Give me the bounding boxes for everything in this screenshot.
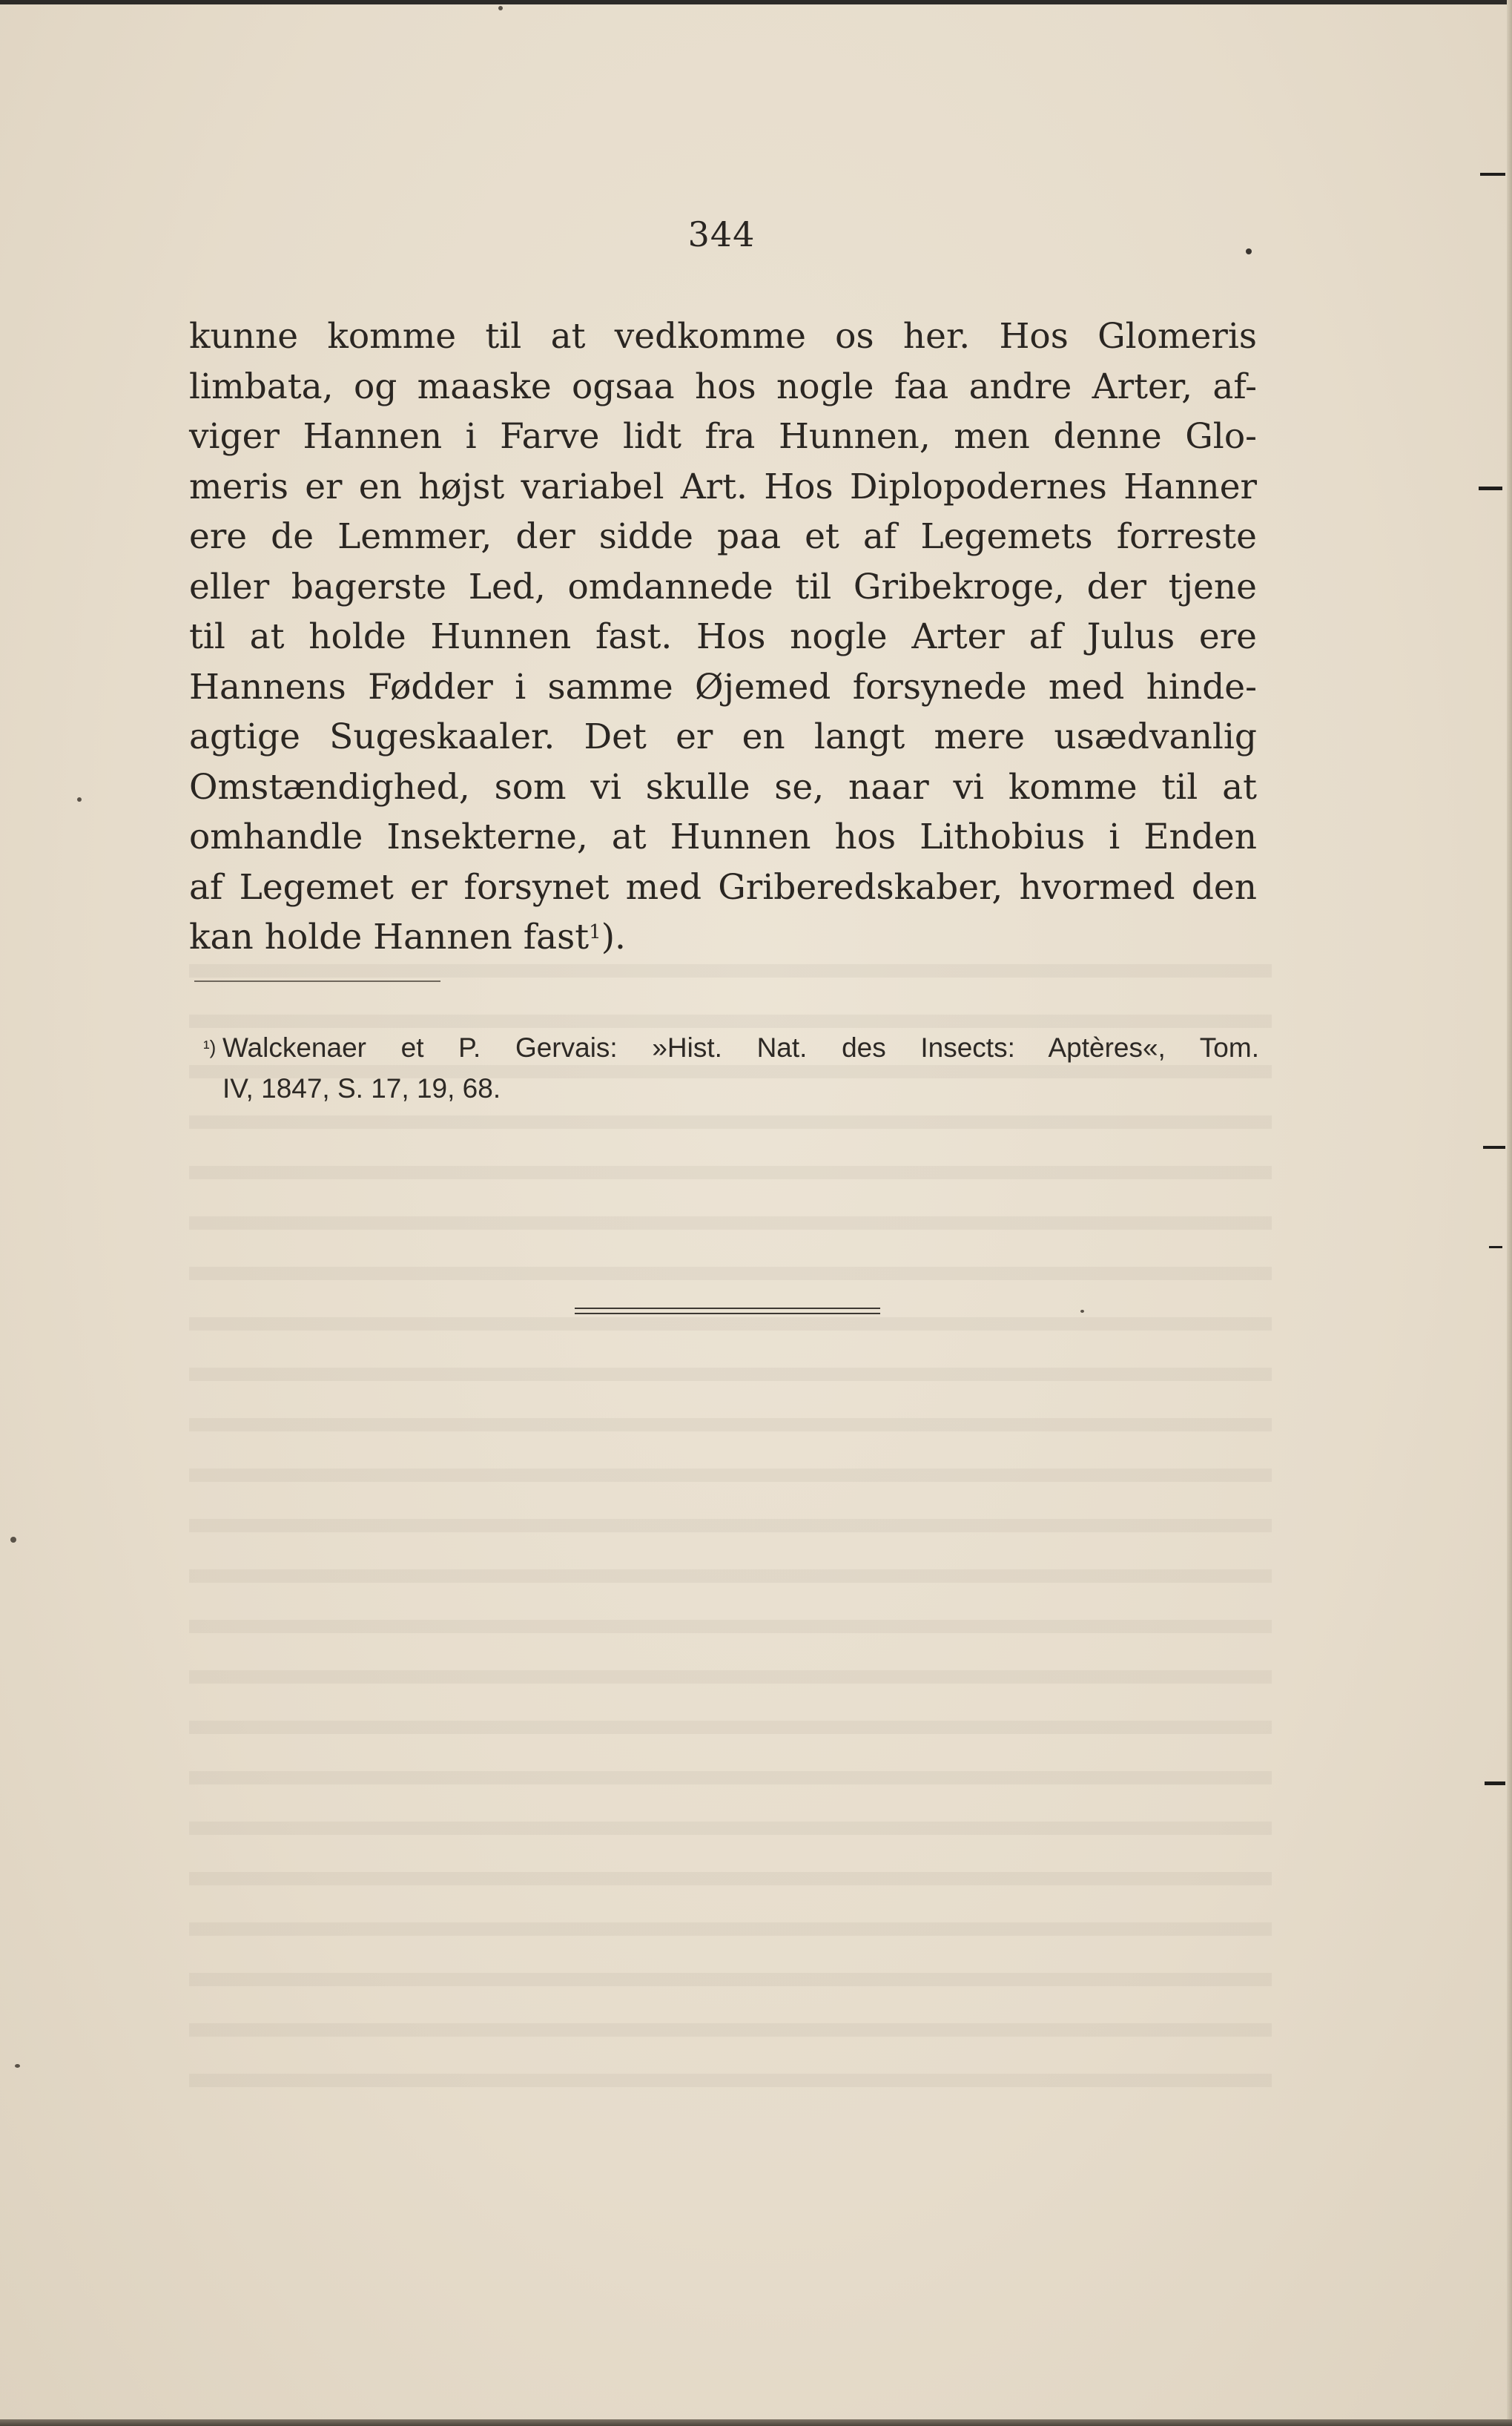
page-number: 344 — [687, 214, 756, 254]
paper-speck — [498, 6, 503, 10]
margin-mark — [1480, 173, 1505, 176]
last-line-end: ). — [601, 917, 626, 957]
page-right-edge — [1507, 0, 1512, 2426]
text-line: til at holde Hunnen fast. Hos nogle Arter af Julus ere — [189, 616, 1257, 657]
page-bottom-edge — [0, 2419, 1512, 2426]
text-line: omhandle Insekterne, at Hunnen hos Lithobius i Enden — [189, 817, 1257, 857]
margin-mark — [1483, 1146, 1505, 1149]
text-line: viger Hannen i Farve lidt fra Hunnen, men denne Glo- — [189, 416, 1257, 457]
last-line-text: kan holde Hannen fast — [189, 917, 590, 957]
text-line: ere de Lemmer, der sidde paa et af Legemets forreste — [189, 516, 1257, 557]
margin-mark — [1479, 487, 1502, 490]
text-line: Hannens Fødder i samme Øjemed forsynede med hinde- — [189, 666, 1257, 708]
header-dot — [1246, 248, 1252, 254]
footnote-separator-rule — [194, 980, 440, 982]
text-line: meris er en højst variabel Art. Hos Diplopodernes Hanner — [189, 466, 1257, 507]
text-line: eller bagerste Led, omdannede til Gribekroge, der tjene — [189, 566, 1257, 607]
text-line: af Legemet er forsynet med Griberedskaber, hvormed den — [189, 866, 1257, 908]
paper-speck — [10, 1537, 16, 1543]
paper-speck — [1080, 1310, 1084, 1313]
margin-mark — [1489, 1246, 1502, 1248]
section-end-double-rule — [575, 1308, 880, 1314]
body-paragraph — [189, 312, 1257, 963]
footnote-marker: ¹) — [203, 1036, 217, 1058]
footnote-line: Walckenaer et P. Gervais: »Hist. Nat. des Insects: Aptères«, Tom. — [222, 1032, 1259, 1063]
footnote — [203, 1027, 1259, 1109]
text-line: limbata, og maaske ogsaa hos nogle faa andre Arter, af- — [189, 366, 1257, 407]
text-line-last — [189, 912, 1257, 963]
paper-speck — [77, 797, 82, 802]
text-line: kunne komme til at vedkomme os her. Hos Glomeris — [189, 316, 1257, 357]
footnote-reference[interactable]: 1 — [589, 921, 601, 943]
page-top-edge — [0, 0, 1512, 4]
text-line: agtige Sugeskaaler. Det er en langt mere usædvanlig — [189, 716, 1257, 757]
margin-mark — [1485, 1781, 1505, 1785]
paper-speck — [15, 2064, 20, 2068]
footnote-line: IV, 1847, S. 17, 19, 68. — [222, 1073, 501, 1104]
text-line: Omstændighed, som vi skulle se, naar vi komme til at — [189, 766, 1257, 808]
